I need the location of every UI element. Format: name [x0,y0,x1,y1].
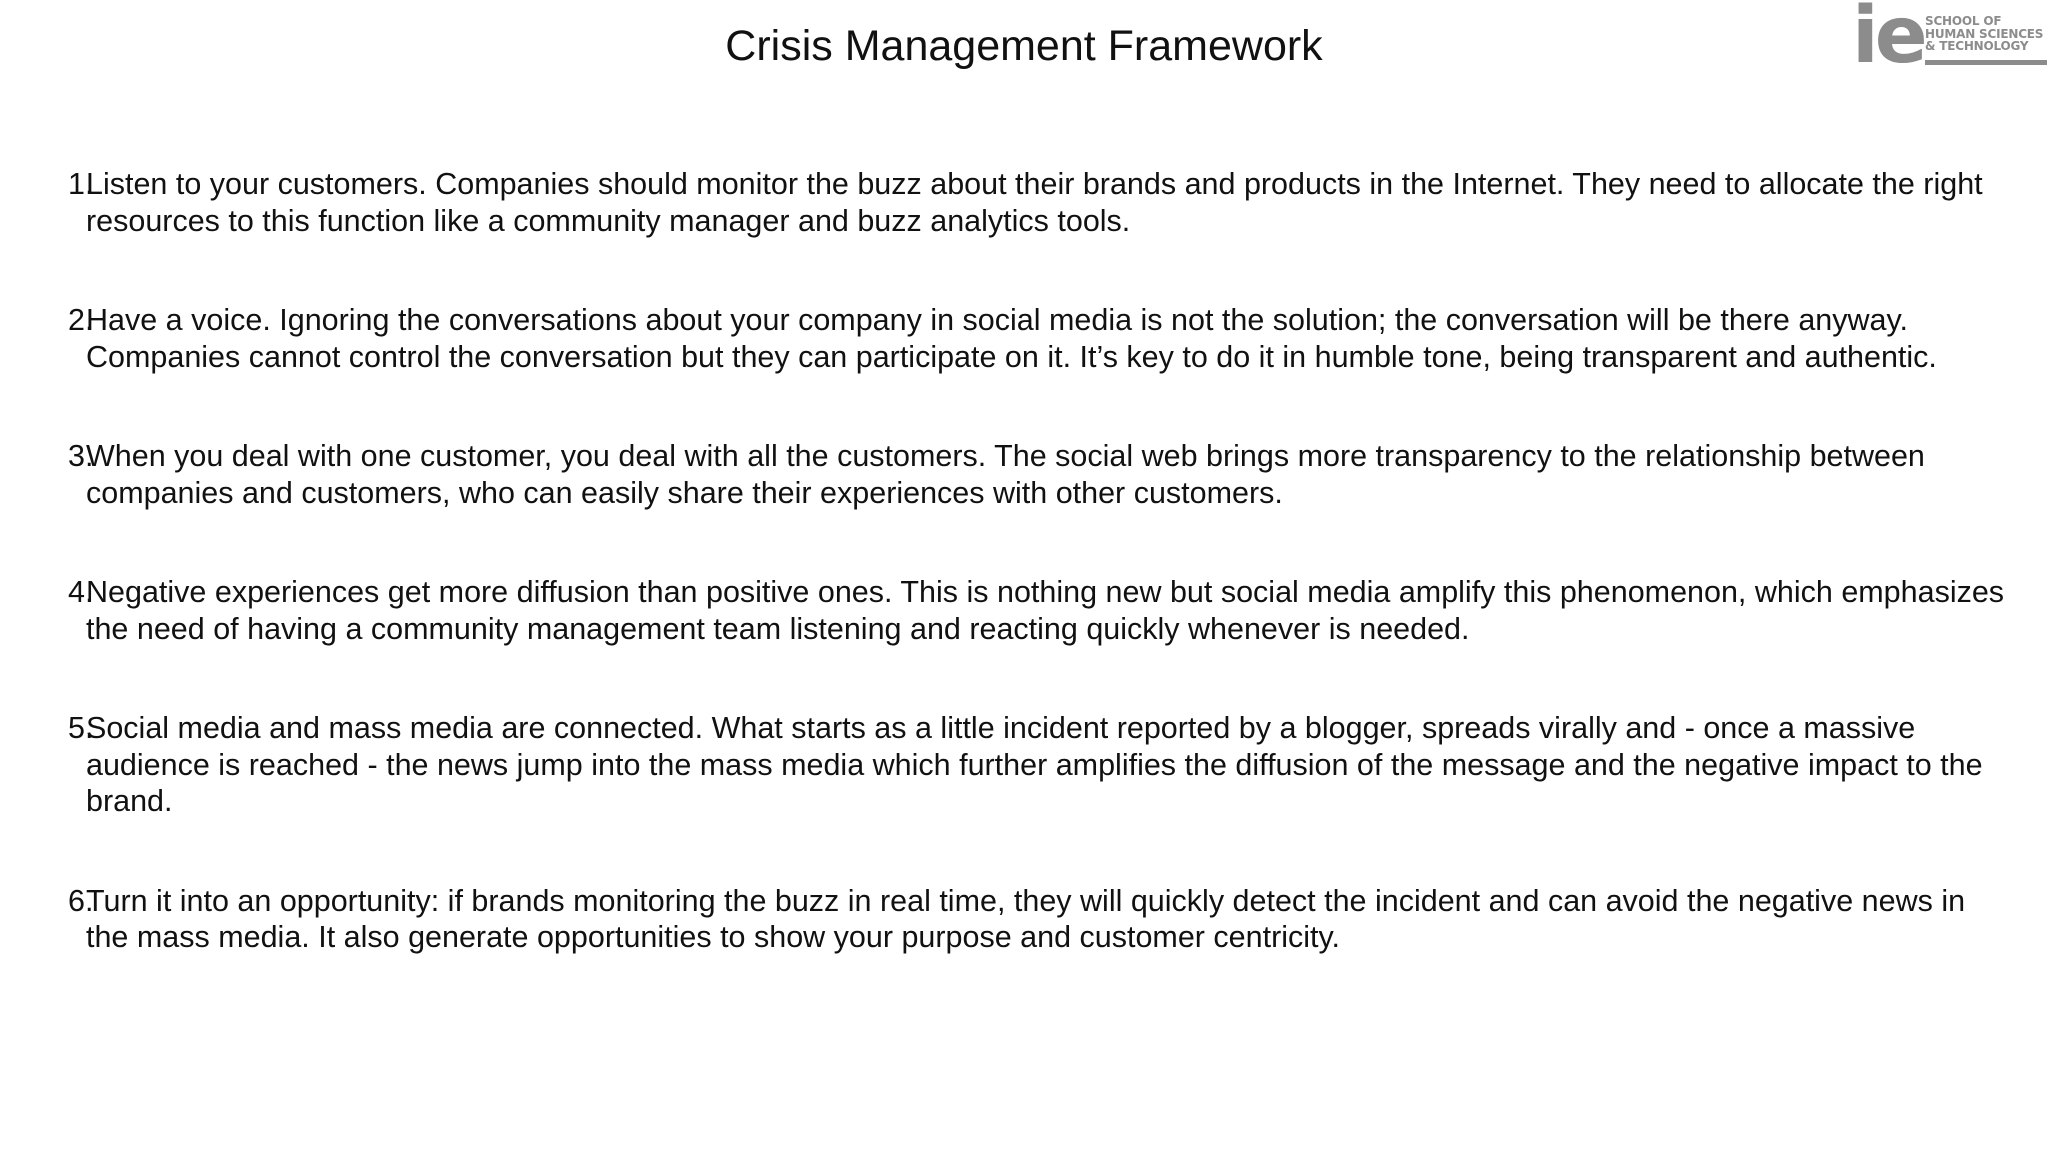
list-item [68,438,2008,511]
list-item [68,302,2008,375]
slide-title: Crisis Management Framework [725,22,1323,70]
logo-underline [1925,60,2047,65]
list-item [68,883,2008,956]
logo-text-line-2: HUMAN SCIENCES [1925,26,2044,41]
list-item-number: 5. [68,711,94,745]
list-item-text: Turn it into an opportunity: if brands monitoring the buzz in real time, they will quickly detect the incident and can avoid the negative news in the mass media. It also generate opportunities to show your purpose and customer centricity. [86,883,1966,954]
list-item-number: 4. [68,575,94,609]
list-item-text: Have a voice. Ignoring the conversations about your company in social media is not the solution; the conversation will be there anyway. Companies cannot control the conversation but they can participate on it. It’s key to do it in humble tone, being transparent and authentic. [86,303,1937,374]
list-item-number: 6. [68,883,94,918]
list-item [68,166,2008,239]
logo-text-line-1: SCHOOL OF [1925,14,2002,28]
list-item [68,574,2008,647]
list-item-text: Listen to your customers. Companies should monitor the buzz about their brands and products in the Internet. They need to allocate the right resources to this function like a community manager and buzz analytics tools. [86,167,1983,238]
list-item-number: 3. [68,439,94,473]
list-item-text: When you deal with one customer, you deal with all the customers. The social web brings more transparency to the relationship between companies and customers, who can easily share their experiences with other customers. [86,439,1925,510]
logo-text [1925,15,2043,53]
logo-mark: ie [1852,0,1924,81]
list-item-number: 1. [68,167,94,201]
list-item-text: Negative experiences get more diffusion than positive ones. This is nothing new but social media amplify this phenomenon, which emphasizes the need of having a community management team listening and reacting quickly whenever is needed. [86,575,2005,646]
list-item-text: Social media and mass media are connected. What starts as a little incident reported by a blogger, spreads virally and - once a massive audience is reached - the news jump into the mass media which further amplifies the diffusion of the message and the negative impact to the brand. [86,711,1983,818]
list-item [68,710,2008,820]
framework-list [68,166,2008,956]
ie-school-logo [1852,0,2048,81]
list-item-number: 2. [68,303,94,337]
logo-text-line-3: & TECHNOLOGY [1925,39,2029,53]
